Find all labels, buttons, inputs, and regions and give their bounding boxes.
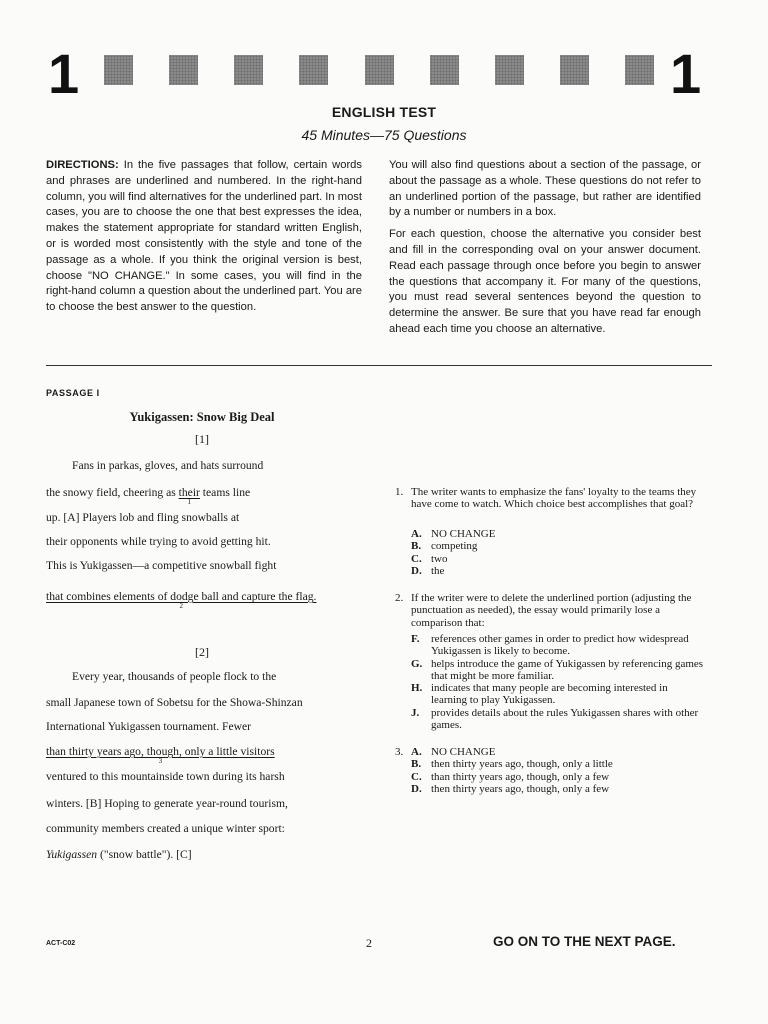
question-2-stem: [395, 592, 705, 629]
passage-line: community members created a unique winter sport:: [46, 822, 285, 835]
answer-option[interactable]: [411, 553, 706, 565]
header-block: [299, 55, 328, 85]
passage-line: Every year, thousands of people flock to the: [72, 670, 277, 683]
form-code: ACT-C02: [46, 940, 76, 947]
header-block-bar: [104, 55, 654, 89]
passage-line: winters. [B] Hoping to generate year-round tourism,: [46, 797, 288, 810]
option-text: NO CHANGE: [431, 528, 496, 540]
option-letter: C.: [411, 552, 422, 565]
passage-line: [46, 745, 275, 765]
test-subtitle: 45 Minutes—75 Questions: [301, 127, 467, 143]
option-letter: F.: [411, 633, 420, 645]
answer-option[interactable]: [411, 658, 706, 683]
paragraph-number-1: [1]: [195, 432, 209, 446]
underline-number: 3: [158, 757, 163, 765]
next-page-notice: GO ON TO THE NEXT PAGE.: [493, 934, 676, 949]
passage-title: Yukigassen: Snow Big Deal: [129, 410, 275, 424]
option-text: then thirty years ago, though, only a few: [431, 782, 610, 795]
question-text: The writer wants to emphasize the fans' loyalty to the teams they have come to watch. Which choice best accomplishes that goal?: [411, 486, 697, 511]
answer-option[interactable]: [411, 528, 706, 540]
header-block: [365, 55, 394, 85]
underline-number: 2: [179, 602, 183, 610]
directions-left-column: [46, 158, 362, 316]
passage-label: PASSAGE I: [46, 388, 100, 398]
passage-italic-text: Yukigassen: [46, 848, 98, 861]
passage-line: [46, 486, 251, 506]
question-2-options: [411, 633, 706, 731]
option-text: helps introduce the game of Yukigassen by referencing games that might be more familiar.: [431, 657, 704, 682]
section-number-left: 1: [48, 42, 80, 105]
paragraph-number-2: [2]: [195, 645, 209, 659]
directions-right-column: [389, 158, 701, 344]
option-letter: J.: [411, 706, 420, 719]
header-block: [625, 55, 654, 85]
header-block: [430, 55, 459, 85]
question-1-stem: [395, 486, 705, 511]
question-3-options: [411, 746, 705, 795]
question-text: If the writer were to delete the underlined portion (adjusting the punctuation as needed), the essay would primarily lose a comparison that:: [411, 592, 692, 629]
underlined-text: than thirty years ago, though, only a little visitors: [46, 745, 275, 758]
answer-option[interactable]: [411, 771, 705, 783]
option-text: indicates that many people are becoming interested in learning to play Yukigassen.: [431, 682, 668, 707]
answer-option[interactable]: [411, 746, 705, 758]
header-block: [234, 55, 263, 85]
passage-line: This is Yukigassen—a competitive snowball fight: [46, 559, 277, 572]
header-block: [560, 55, 589, 85]
passage-text: ("snow battle"). [C]: [97, 848, 192, 861]
header-block: [495, 55, 524, 85]
underlined-portion-2: [46, 590, 317, 610]
underlined-text: their: [178, 486, 200, 499]
option-letter: D.: [411, 564, 422, 577]
option-letter: A.: [411, 528, 422, 540]
option-letter: C.: [411, 770, 422, 783]
answer-option[interactable]: [411, 707, 706, 732]
option-letter: D.: [411, 782, 422, 795]
header-block: [169, 55, 198, 85]
option-text: the: [431, 564, 445, 577]
option-letter: A.: [411, 746, 422, 758]
answer-option[interactable]: [411, 633, 706, 658]
test-title: ENGLISH TEST: [331, 104, 437, 120]
directions-right-paragraph-2: For each question, choose the alternative you consider best and fill in the corresponding oval on your answer document. Read each passage through once before you begin to answer the questions that accompany it. For many of the questions, you must read several sentences beyond the question to determine the answer. Be sure that you have read far enough ahead each time you choose an alternative.: [389, 228, 701, 335]
passage-line: [46, 848, 192, 861]
question-3: [395, 746, 705, 795]
underlined-portion-1: [178, 486, 200, 506]
passage-line: ventured to this mountainside town during its harsh: [46, 770, 285, 783]
passage-line: Fans in parkas, gloves, and hats surround: [72, 459, 264, 472]
question-number: 3.: [395, 746, 404, 758]
section-number-right: 1: [670, 42, 702, 105]
option-text: NO CHANGE: [431, 746, 496, 758]
question-1-options: [411, 528, 706, 577]
page-number: 2: [366, 936, 372, 950]
passage-line: International Yukigassen tournament. Fewer: [46, 720, 251, 733]
underline-number: 1: [187, 498, 192, 506]
directions-paragraph: [46, 158, 362, 316]
answer-option[interactable]: [411, 682, 706, 707]
question-number: 1.: [395, 486, 404, 498]
option-text: provides details about the rules Yukigassen shares with other games.: [431, 706, 699, 732]
answer-option[interactable]: [411, 758, 705, 770]
option-letter: B.: [411, 540, 422, 553]
answer-option[interactable]: [411, 783, 705, 795]
directions-left-text: In the five passages that follow, certain words and phrases are underlined and numbered. In the right-hand column, you will find alternatives for the underlined part. In most cases, you are to choose the one that best expresses the idea, makes the statement appropriate for standard written English, or is worded most consistently with the style and tone of the passage as a whole. If you think the original version is best, choose "NO CHANGE." In some cases, you will find in the right-hand column a question about the underlined part. You are to choose the best answer to the question.: [46, 159, 362, 314]
question-number: 2.: [395, 592, 404, 604]
passage-text: the snowy field, cheering as: [46, 486, 179, 499]
underlined-text: that combines elements of dodge ball and capture the flag.: [46, 590, 317, 603]
directions-label: DIRECTIONS:: [46, 159, 119, 171]
option-text: references other games in order to predict how widespread Yukigassen is likely to become.: [431, 633, 689, 658]
passage-line: small Japanese town of Sobetsu for the Showa-Shinzan: [46, 696, 303, 709]
underlined-portion-3: [46, 745, 275, 765]
section-divider: [46, 365, 712, 366]
option-text: two: [431, 552, 448, 565]
option-letter: H.: [411, 682, 423, 695]
passage-line: [46, 590, 317, 610]
passage-text: teams line: [199, 486, 251, 499]
option-letter: G.: [411, 657, 423, 670]
passage-line: their opponents while trying to avoid getting hit.: [46, 535, 271, 548]
option-text: then thirty years ago, though, only a little: [431, 758, 613, 771]
option-letter: B.: [411, 758, 422, 771]
answer-option[interactable]: [411, 540, 706, 552]
answer-option[interactable]: [411, 565, 706, 577]
directions-right-paragraph-1: You will also find questions about a section of the passage, or about the passage as a whole. These questions do not refer to an underlined portion of the passage, but rather are identified by a number or numbers in a box.: [389, 159, 701, 219]
option-text: than thirty years ago, though, only a few: [431, 770, 610, 783]
option-text: competing: [431, 540, 478, 553]
header-block: [104, 55, 133, 85]
passage-line: up. [A] Players lob and fling snowballs at: [46, 511, 240, 524]
